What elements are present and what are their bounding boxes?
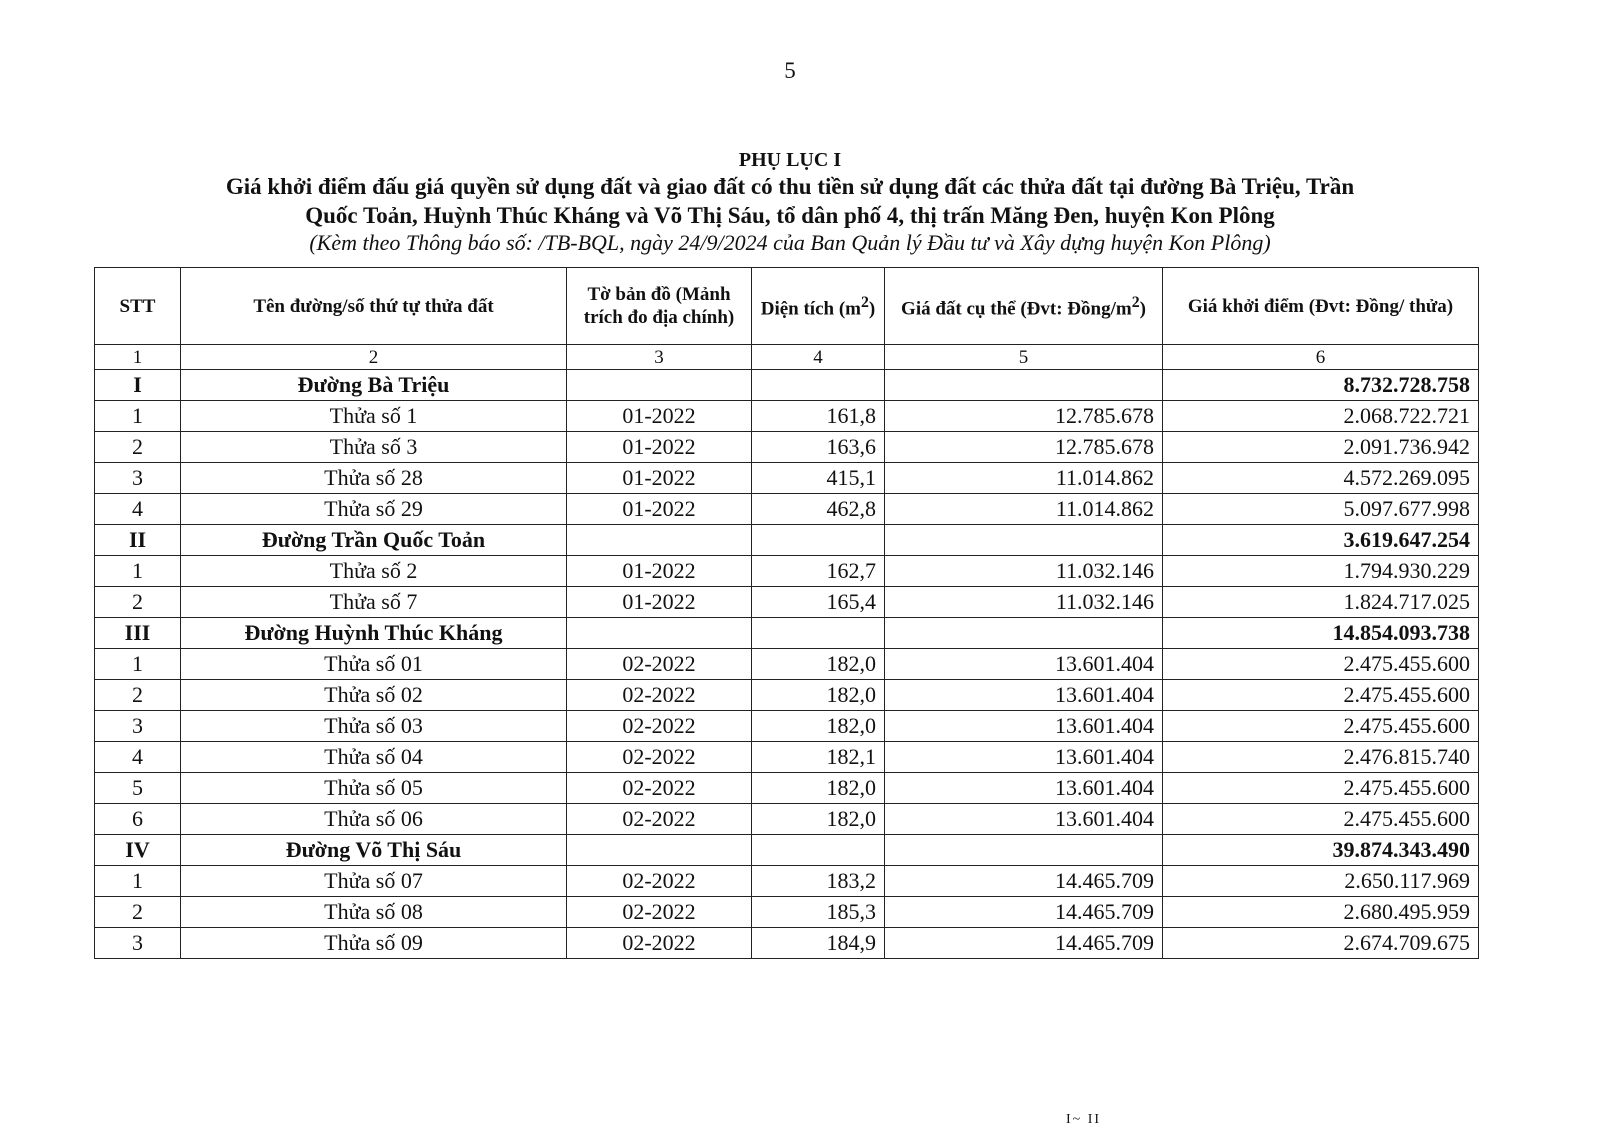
empty-cell bbox=[567, 370, 752, 401]
table-row bbox=[95, 556, 1479, 587]
row-area: 182,1 bbox=[752, 742, 885, 773]
table-row bbox=[95, 401, 1479, 432]
table-row bbox=[95, 897, 1479, 928]
row-parcel: Thửa số 28 bbox=[181, 463, 567, 494]
empty-cell bbox=[752, 618, 885, 649]
row-map-sheet: 02-2022 bbox=[567, 804, 752, 835]
row-parcel: Thửa số 29 bbox=[181, 494, 567, 525]
row-stt: 3 bbox=[95, 711, 181, 742]
row-map-sheet: 02-2022 bbox=[567, 742, 752, 773]
empty-cell bbox=[567, 835, 752, 866]
row-unit-price: 11.032.146 bbox=[885, 587, 1163, 618]
row-unit-price: 12.785.678 bbox=[885, 432, 1163, 463]
row-map-sheet: 02-2022 bbox=[567, 897, 752, 928]
empty-cell bbox=[885, 370, 1163, 401]
row-map-sheet: 01-2022 bbox=[567, 432, 752, 463]
row-stt: 3 bbox=[95, 928, 181, 959]
section-row bbox=[95, 525, 1479, 556]
section-total: 8.732.728.758 bbox=[1163, 370, 1479, 401]
column-number: 6 bbox=[1163, 345, 1479, 370]
row-area: 182,0 bbox=[752, 649, 885, 680]
row-starting-price: 2.650.117.969 bbox=[1163, 866, 1479, 897]
row-unit-price: 11.014.862 bbox=[885, 463, 1163, 494]
appendix-title: PHỤ LỤC I bbox=[738, 149, 842, 171]
row-map-sheet: 02-2022 bbox=[567, 773, 752, 804]
column-number-row bbox=[95, 345, 1479, 370]
table-body bbox=[95, 370, 1479, 959]
table-row bbox=[95, 773, 1479, 804]
row-stt: 1 bbox=[95, 401, 181, 432]
row-area: 182,0 bbox=[752, 773, 885, 804]
header-starting-price: Giá khởi điểm (Đvt: Đồng/ thửa) bbox=[1163, 268, 1479, 345]
row-parcel: Thửa số 7 bbox=[181, 587, 567, 618]
table-row bbox=[95, 742, 1479, 773]
row-unit-price: 11.014.862 bbox=[885, 494, 1163, 525]
row-parcel: Thửa số 3 bbox=[181, 432, 567, 463]
section-street-name: Đường Trần Quốc Toản bbox=[181, 525, 567, 556]
row-map-sheet: 01-2022 bbox=[567, 587, 752, 618]
row-starting-price: 2.091.736.942 bbox=[1163, 432, 1479, 463]
section-street-name: Đường Bà Triệu bbox=[181, 370, 567, 401]
row-map-sheet: 02-2022 bbox=[567, 649, 752, 680]
row-starting-price: 1.824.717.025 bbox=[1163, 587, 1479, 618]
row-area: 165,4 bbox=[752, 587, 885, 618]
empty-cell bbox=[752, 370, 885, 401]
row-stt: 5 bbox=[95, 773, 181, 804]
section-total: 39.874.343.490 bbox=[1163, 835, 1479, 866]
row-map-sheet: 02-2022 bbox=[567, 866, 752, 897]
section-total: 3.619.647.254 bbox=[1163, 525, 1479, 556]
row-starting-price: 5.097.677.998 bbox=[1163, 494, 1479, 525]
row-parcel: Thửa số 05 bbox=[181, 773, 567, 804]
row-stt: 1 bbox=[95, 866, 181, 897]
document-subtitle: (Kèm theo Thông báo số: /TB-BQL, ngày 24/9/2024 của Ban Quản lý Đầu tư và Xây dựng huyện Kon Plông) bbox=[309, 230, 1271, 255]
section-number: III bbox=[95, 618, 181, 649]
empty-cell bbox=[885, 525, 1163, 556]
row-area: 163,6 bbox=[752, 432, 885, 463]
section-number: I bbox=[95, 370, 181, 401]
header-area-sup: 2 bbox=[861, 294, 869, 312]
row-stt: 4 bbox=[95, 742, 181, 773]
row-unit-price: 11.032.146 bbox=[885, 556, 1163, 587]
row-stt: 3 bbox=[95, 463, 181, 494]
row-map-sheet: 01-2022 bbox=[567, 556, 752, 587]
row-starting-price: 2.475.455.600 bbox=[1163, 804, 1479, 835]
row-map-sheet: 01-2022 bbox=[567, 463, 752, 494]
header-price-close: ) bbox=[1139, 298, 1146, 320]
page-number: 5 bbox=[784, 58, 796, 83]
column-number: 1 bbox=[95, 345, 181, 370]
section-number: IV bbox=[95, 835, 181, 866]
table-row bbox=[95, 680, 1479, 711]
row-parcel: Thửa số 1 bbox=[181, 401, 567, 432]
row-starting-price: 2.475.455.600 bbox=[1163, 711, 1479, 742]
empty-cell bbox=[752, 835, 885, 866]
section-row bbox=[95, 370, 1479, 401]
section-total: 14.854.093.738 bbox=[1163, 618, 1479, 649]
empty-cell bbox=[752, 525, 885, 556]
row-starting-price: 4.572.269.095 bbox=[1163, 463, 1479, 494]
row-unit-price: 13.601.404 bbox=[885, 649, 1163, 680]
row-unit-price: 13.601.404 bbox=[885, 773, 1163, 804]
header-area-close: ) bbox=[868, 298, 876, 320]
row-unit-price: 12.785.678 bbox=[885, 401, 1163, 432]
document-heading bbox=[95, 148, 1485, 256]
row-area: 184,9 bbox=[752, 928, 885, 959]
section-number: II bbox=[95, 525, 181, 556]
table-row bbox=[95, 804, 1479, 835]
header-parcel-name: Tên đường/số thứ tự thửa đất bbox=[181, 268, 567, 345]
row-area: 183,2 bbox=[752, 866, 885, 897]
row-area: 182,0 bbox=[752, 680, 885, 711]
column-number: 2 bbox=[181, 345, 567, 370]
row-starting-price: 2.475.455.600 bbox=[1163, 649, 1479, 680]
header-map-sheet: Tờ bản đồ (Mảnh trích đo địa chính) bbox=[567, 268, 752, 345]
row-stt: 2 bbox=[95, 587, 181, 618]
row-starting-price: 2.476.815.740 bbox=[1163, 742, 1479, 773]
row-stt: 1 bbox=[95, 556, 181, 587]
footer-handwritten-mark: I~ II bbox=[1066, 1112, 1102, 1127]
row-starting-price: 2.475.455.600 bbox=[1163, 773, 1479, 804]
empty-cell bbox=[885, 835, 1163, 866]
row-map-sheet: 02-2022 bbox=[567, 711, 752, 742]
header-price-sup: 2 bbox=[1131, 294, 1140, 312]
section-row bbox=[95, 618, 1479, 649]
row-stt: 4 bbox=[95, 494, 181, 525]
document-title-line-2: Quốc Toản, Huỳnh Thúc Kháng và Võ Thị Sáu, tổ dân phố 4, thị trấn Măng Đen, huyện Kon Plông bbox=[305, 203, 1275, 228]
row-area: 415,1 bbox=[752, 463, 885, 494]
table-row bbox=[95, 463, 1479, 494]
row-unit-price: 13.601.404 bbox=[885, 711, 1163, 742]
row-area: 185,3 bbox=[752, 897, 885, 928]
row-starting-price: 1.794.930.229 bbox=[1163, 556, 1479, 587]
header-price-text: Giá đất cụ thể (Đvt: Đồng/m bbox=[901, 298, 1132, 320]
empty-cell bbox=[567, 525, 752, 556]
row-unit-price: 14.465.709 bbox=[885, 897, 1163, 928]
row-area: 161,8 bbox=[752, 401, 885, 432]
column-number: 4 bbox=[752, 345, 885, 370]
row-starting-price: 2.680.495.959 bbox=[1163, 897, 1479, 928]
row-area: 182,0 bbox=[752, 711, 885, 742]
row-parcel: Thửa số 01 bbox=[181, 649, 567, 680]
section-street-name: Đường Huỳnh Thúc Kháng bbox=[181, 618, 567, 649]
column-number: 5 bbox=[885, 345, 1163, 370]
empty-cell bbox=[885, 618, 1163, 649]
row-area: 162,7 bbox=[752, 556, 885, 587]
table-row bbox=[95, 432, 1479, 463]
row-map-sheet: 02-2022 bbox=[567, 680, 752, 711]
table-row bbox=[95, 928, 1479, 959]
section-row bbox=[95, 835, 1479, 866]
row-starting-price: 2.674.709.675 bbox=[1163, 928, 1479, 959]
header-area bbox=[752, 268, 885, 345]
header-area-text: Diện tích (m bbox=[760, 298, 861, 320]
row-stt: 2 bbox=[95, 680, 181, 711]
row-parcel: Thửa số 04 bbox=[181, 742, 567, 773]
row-unit-price: 13.601.404 bbox=[885, 680, 1163, 711]
row-stt: 2 bbox=[95, 432, 181, 463]
row-parcel: Thửa số 2 bbox=[181, 556, 567, 587]
table-row bbox=[95, 649, 1479, 680]
row-stt: 2 bbox=[95, 897, 181, 928]
header-unit-price bbox=[885, 268, 1163, 345]
row-starting-price: 2.068.722.721 bbox=[1163, 401, 1479, 432]
row-parcel: Thửa số 07 bbox=[181, 866, 567, 897]
row-parcel: Thửa số 06 bbox=[181, 804, 567, 835]
row-unit-price: 13.601.404 bbox=[885, 804, 1163, 835]
table-row bbox=[95, 587, 1479, 618]
header-stt: STT bbox=[95, 268, 181, 345]
header-row bbox=[95, 268, 1479, 345]
document-title-line-1: Giá khởi điểm đấu giá quyền sử dụng đất và giao đất có thu tiền sử dụng đất các thửa đất tại đường Bà Triệu, Trần bbox=[225, 174, 1355, 199]
table-row bbox=[95, 494, 1479, 525]
column-number: 3 bbox=[567, 345, 752, 370]
row-unit-price: 13.601.404 bbox=[885, 742, 1163, 773]
row-map-sheet: 02-2022 bbox=[567, 928, 752, 959]
empty-cell bbox=[567, 618, 752, 649]
row-area: 182,0 bbox=[752, 804, 885, 835]
row-stt: 1 bbox=[95, 649, 181, 680]
row-parcel: Thửa số 09 bbox=[181, 928, 567, 959]
row-map-sheet: 01-2022 bbox=[567, 401, 752, 432]
row-starting-price: 2.475.455.600 bbox=[1163, 680, 1479, 711]
section-street-name: Đường Võ Thị Sáu bbox=[181, 835, 567, 866]
table-row bbox=[95, 866, 1479, 897]
table-row bbox=[95, 711, 1479, 742]
row-stt: 6 bbox=[95, 804, 181, 835]
row-unit-price: 14.465.709 bbox=[885, 866, 1163, 897]
row-parcel: Thửa số 02 bbox=[181, 680, 567, 711]
row-parcel: Thửa số 08 bbox=[181, 897, 567, 928]
row-map-sheet: 01-2022 bbox=[567, 494, 752, 525]
row-unit-price: 14.465.709 bbox=[885, 928, 1163, 959]
land-price-table bbox=[94, 267, 1479, 959]
row-area: 462,8 bbox=[752, 494, 885, 525]
row-parcel: Thửa số 03 bbox=[181, 711, 567, 742]
